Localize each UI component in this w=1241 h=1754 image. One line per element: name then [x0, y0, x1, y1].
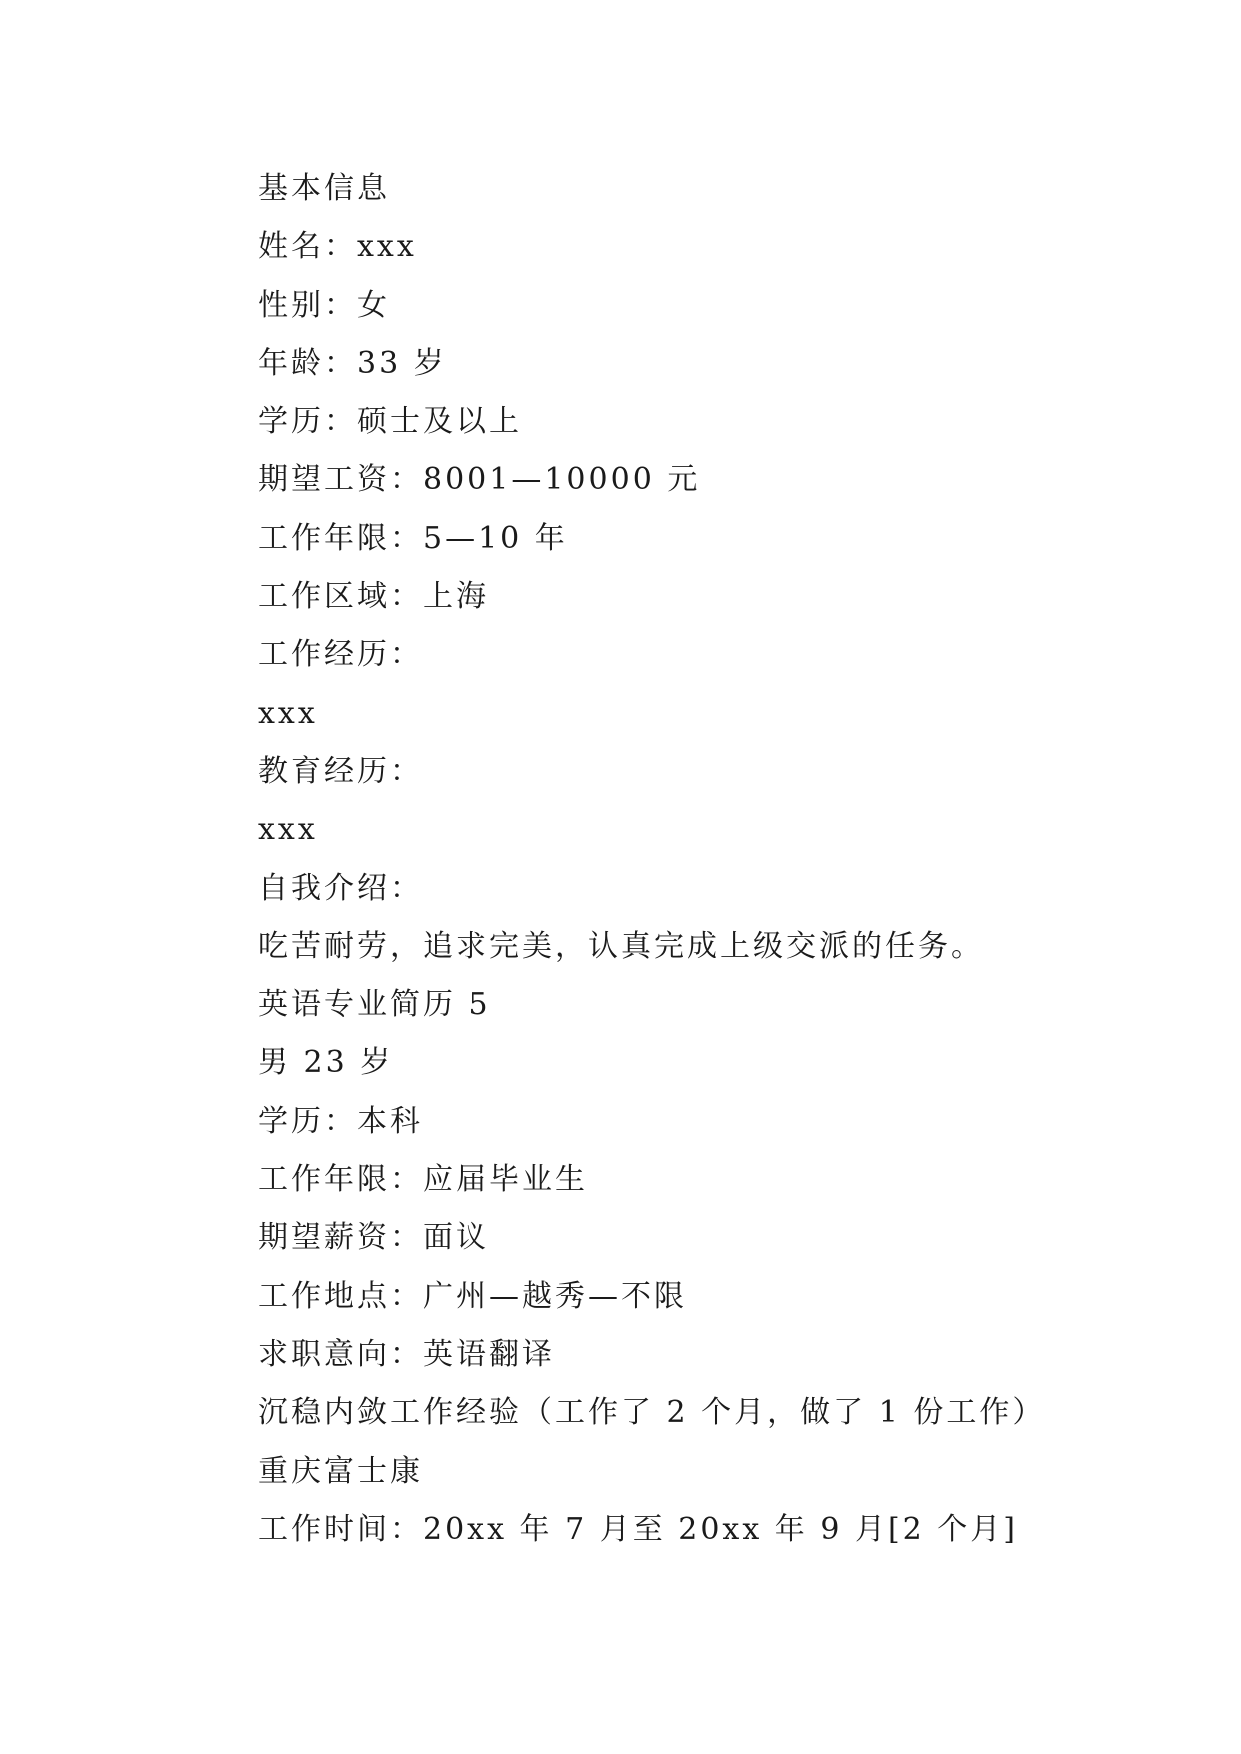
degree-line: 学历：本科: [258, 1103, 423, 1139]
work-period-line: 工作时间：20xx 年 7 月至 20xx 年 9 月[2 个月]: [258, 1511, 1018, 1547]
gender-line: 性别：女: [258, 287, 390, 323]
employer-line: 重庆富士康: [258, 1453, 423, 1489]
job-intention-line: 求职意向：英语翻译: [258, 1336, 555, 1372]
work-region-line: 工作区域：上海: [258, 579, 489, 615]
experience-years-line: 工作年限：应届毕业生: [258, 1162, 588, 1198]
age-line: 年龄：33 岁: [258, 345, 447, 381]
gender-age-line: 男 23 岁: [258, 1045, 394, 1081]
self-intro-heading: 自我介绍：: [258, 870, 423, 906]
salary-expectation-line: 期望薪资：面议: [258, 1220, 489, 1256]
education-line: 学历：硕士及以上: [258, 404, 522, 440]
document-body: [258, 160, 1158, 1559]
self-intro-content: 吃苦耐劳，追求完美，认真完成上级交派的任务。: [258, 928, 984, 964]
work-history-heading: 工作经历：: [258, 637, 423, 673]
name-line: 姓名：xxx: [258, 229, 417, 265]
experience-summary-line: 沉稳内敛工作经验（工作了 2 个月，做了 1 份工作）: [258, 1395, 1046, 1431]
work-history-content: xxx: [258, 695, 318, 731]
expected-salary-line: 期望工资：8001—10000 元: [258, 462, 701, 498]
section-heading-basic-info: 基本信息: [258, 171, 390, 206]
work-years-line: 工作年限：5—10 年: [258, 520, 568, 556]
resume-title: 英语专业简历 5: [258, 987, 491, 1023]
education-history-content: xxx: [258, 812, 318, 848]
education-history-heading: 教育经历：: [258, 753, 423, 789]
work-location-line: 工作地点：广州—越秀—不限: [258, 1278, 687, 1314]
